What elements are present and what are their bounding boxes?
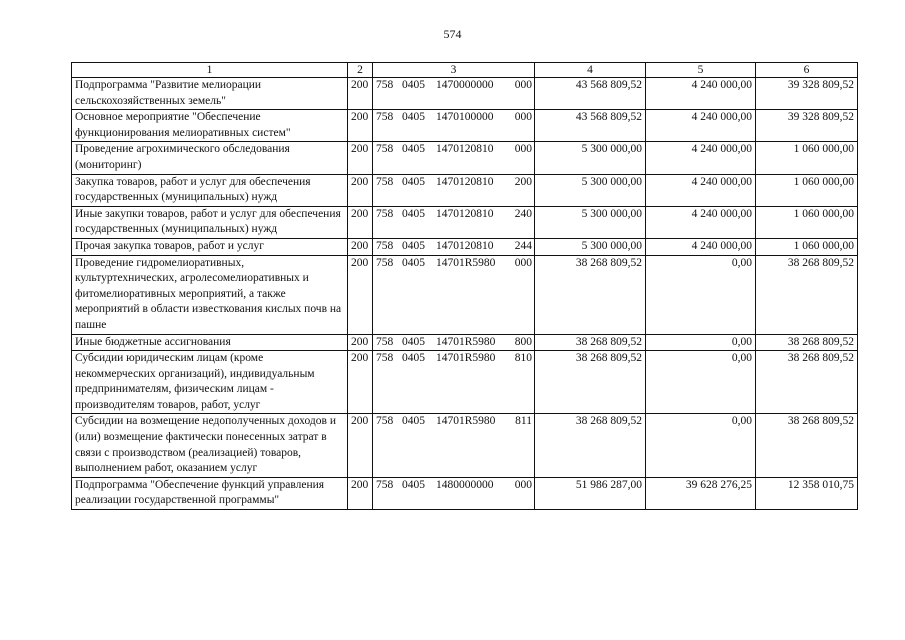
code-ministry: 758 xyxy=(376,175,394,188)
row-code xyxy=(373,334,535,351)
row-code xyxy=(373,255,535,334)
row-col2: 200 xyxy=(348,414,373,477)
code-section: 0405 xyxy=(402,79,425,91)
row-col5: 0,00 xyxy=(646,334,756,351)
code-kind: 000 xyxy=(514,143,532,156)
row-code xyxy=(373,477,535,509)
code-ministry: 758 xyxy=(376,207,394,220)
code-ministry: 758 xyxy=(376,352,394,365)
row-col5: 0,00 xyxy=(646,351,756,414)
code-section: 0405 xyxy=(402,478,425,491)
code-kind: 240 xyxy=(514,207,532,220)
row-col5: 4 240 000,00 xyxy=(646,78,756,110)
code-target: 14701R5980 xyxy=(436,256,496,269)
row-col6: 1 060 000,00 xyxy=(756,238,858,255)
code-kind: 200 xyxy=(514,175,532,188)
row-col2: 200 xyxy=(348,78,373,110)
code-target: 1470120810 xyxy=(436,175,494,188)
code-section: 0405 xyxy=(402,143,425,156)
row-col6: 1 060 000,00 xyxy=(756,142,858,174)
row-col2: 200 xyxy=(348,334,373,351)
header-cell-5: 5 xyxy=(646,63,756,78)
row-col2: 200 xyxy=(348,206,373,238)
row-name: Закупка товаров, работ и услуг для обеспечения государственных (муниципальных) нужд xyxy=(72,174,348,206)
row-col2: 200 xyxy=(348,255,373,334)
code-section: 0405 xyxy=(402,175,425,188)
row-col6: 39 328 809,52 xyxy=(756,78,858,110)
table-row xyxy=(72,414,858,477)
header-cell-4: 4 xyxy=(535,63,646,78)
row-code xyxy=(373,174,535,206)
code-ministry: 758 xyxy=(376,143,394,156)
row-col6: 1 060 000,00 xyxy=(756,174,858,206)
code-ministry: 758 xyxy=(376,239,394,252)
row-code xyxy=(373,238,535,255)
table-row xyxy=(72,477,858,509)
code-target: 1480000000 xyxy=(436,478,494,491)
row-col4: 38 268 809,52 xyxy=(535,255,646,334)
row-col6: 39 328 809,52 xyxy=(756,110,858,142)
row-name: Основное мероприятие "Обеспечение функционирования мелиоративных систем" xyxy=(72,110,348,142)
header-cell-6: 6 xyxy=(756,63,858,78)
code-target: 1470120810 xyxy=(436,143,494,156)
row-col4: 43 568 809,52 xyxy=(535,110,646,142)
code-section: 0405 xyxy=(402,239,425,252)
table-row xyxy=(72,206,858,238)
row-col6: 12 358 010,75 xyxy=(756,477,858,509)
row-code xyxy=(373,351,535,414)
row-col4: 38 268 809,52 xyxy=(535,414,646,477)
budget-table xyxy=(71,62,858,510)
code-section: 0405 xyxy=(402,415,425,428)
table-row xyxy=(72,351,858,414)
row-name: Иные бюджетные ассигнования xyxy=(72,334,348,351)
row-col6: 1 060 000,00 xyxy=(756,206,858,238)
table-row xyxy=(72,238,858,255)
row-name: Прочая закупка товаров, работ и услуг xyxy=(72,238,348,255)
code-kind: 000 xyxy=(514,79,532,91)
code-ministry: 758 xyxy=(376,79,394,91)
code-target: 1470000000 xyxy=(436,79,494,91)
code-section: 0405 xyxy=(402,352,425,365)
code-ministry: 758 xyxy=(376,335,394,348)
code-section: 0405 xyxy=(402,256,425,269)
row-col4: 5 300 000,00 xyxy=(535,206,646,238)
code-ministry: 758 xyxy=(376,478,394,491)
code-target: 1470100000 xyxy=(436,111,494,124)
code-kind: 000 xyxy=(514,111,532,124)
row-col5: 4 240 000,00 xyxy=(646,238,756,255)
code-target: 1470120810 xyxy=(436,239,494,252)
row-name: Проведение агрохимического обследования (мониторинг) xyxy=(72,142,348,174)
row-col5: 4 240 000,00 xyxy=(646,174,756,206)
row-col5: 39 628 276,25 xyxy=(646,477,756,509)
row-col4: 51 986 287,00 xyxy=(535,477,646,509)
table-row xyxy=(72,142,858,174)
code-kind: 811 xyxy=(515,415,532,428)
row-col5: 4 240 000,00 xyxy=(646,206,756,238)
table-row xyxy=(72,110,858,142)
code-target: 1470120810 xyxy=(436,207,494,220)
row-col6: 38 268 809,52 xyxy=(756,414,858,477)
table-row xyxy=(72,255,858,334)
code-ministry: 758 xyxy=(376,111,394,124)
code-section: 0405 xyxy=(402,207,425,220)
table-row xyxy=(72,334,858,351)
row-col5: 4 240 000,00 xyxy=(646,110,756,142)
row-name: Подпрограмма "Обеспечение функций управления реализации государственной программы" xyxy=(72,477,348,509)
page-number: 574 xyxy=(443,27,462,41)
row-col2: 200 xyxy=(348,142,373,174)
row-col2: 200 xyxy=(348,477,373,509)
row-col5: 0,00 xyxy=(646,255,756,334)
code-section: 0405 xyxy=(402,335,425,348)
row-col5: 4 240 000,00 xyxy=(646,142,756,174)
table-row xyxy=(72,174,858,206)
code-target: 14701R5980 xyxy=(436,335,496,348)
row-col2: 200 xyxy=(348,238,373,255)
row-col2: 200 xyxy=(348,110,373,142)
code-kind: 800 xyxy=(514,335,532,348)
header-cell-3: 3 xyxy=(373,63,535,78)
code-kind: 000 xyxy=(514,256,532,269)
code-ministry: 758 xyxy=(376,256,394,269)
code-target: 14701R5980 xyxy=(436,415,496,428)
row-code xyxy=(373,110,535,142)
row-col4: 5 300 000,00 xyxy=(535,142,646,174)
row-col2: 200 xyxy=(348,351,373,414)
header-cell-2: 2 xyxy=(348,63,373,78)
row-col6: 38 268 809,52 xyxy=(756,255,858,334)
code-kind: 810 xyxy=(514,352,532,365)
row-code xyxy=(373,206,535,238)
table-row xyxy=(72,78,858,110)
row-col4: 38 268 809,52 xyxy=(535,334,646,351)
row-name: Иные закупки товаров, работ и услуг для обеспечения государственных (муниципальных) нужд xyxy=(72,206,348,238)
row-col2: 200 xyxy=(348,174,373,206)
row-code xyxy=(373,414,535,477)
header-cell-1: 1 xyxy=(72,63,348,78)
row-code xyxy=(373,78,535,110)
code-target: 14701R5980 xyxy=(436,352,496,365)
row-name: Субсидии юридическим лицам (кроме некоммерческих организаций), индивидуальным предпринимателям, физическим лицам - производителям товаров, работ, услуг xyxy=(72,351,348,414)
row-col5: 0,00 xyxy=(646,414,756,477)
row-name: Проведение гидромелиоративных, культуртехнических, агролесомелиоративных и фитомелиоративных мероприятий, а также мероприятий в области известкования кислых почв на пашне xyxy=(72,255,348,334)
row-code xyxy=(373,142,535,174)
table-header-row xyxy=(72,63,858,78)
row-name: Подпрограмма "Развитие мелиорации сельскохозяйственных земель" xyxy=(72,78,348,110)
row-col4: 5 300 000,00 xyxy=(535,174,646,206)
code-kind: 000 xyxy=(514,478,532,491)
row-col4: 5 300 000,00 xyxy=(535,238,646,255)
code-ministry: 758 xyxy=(376,415,394,428)
row-col6: 38 268 809,52 xyxy=(756,334,858,351)
row-col6: 38 268 809,52 xyxy=(756,351,858,414)
row-name: Субсидии на возмещение недополученных доходов и (или) возмещение фактически понесенных затрат в связи с производством (реализацией) товаров, выполнением работ, оказанием услуг xyxy=(72,414,348,477)
row-col4: 43 568 809,52 xyxy=(535,78,646,110)
code-kind: 244 xyxy=(514,239,532,252)
row-col4: 38 268 809,52 xyxy=(535,351,646,414)
code-section: 0405 xyxy=(402,111,425,124)
